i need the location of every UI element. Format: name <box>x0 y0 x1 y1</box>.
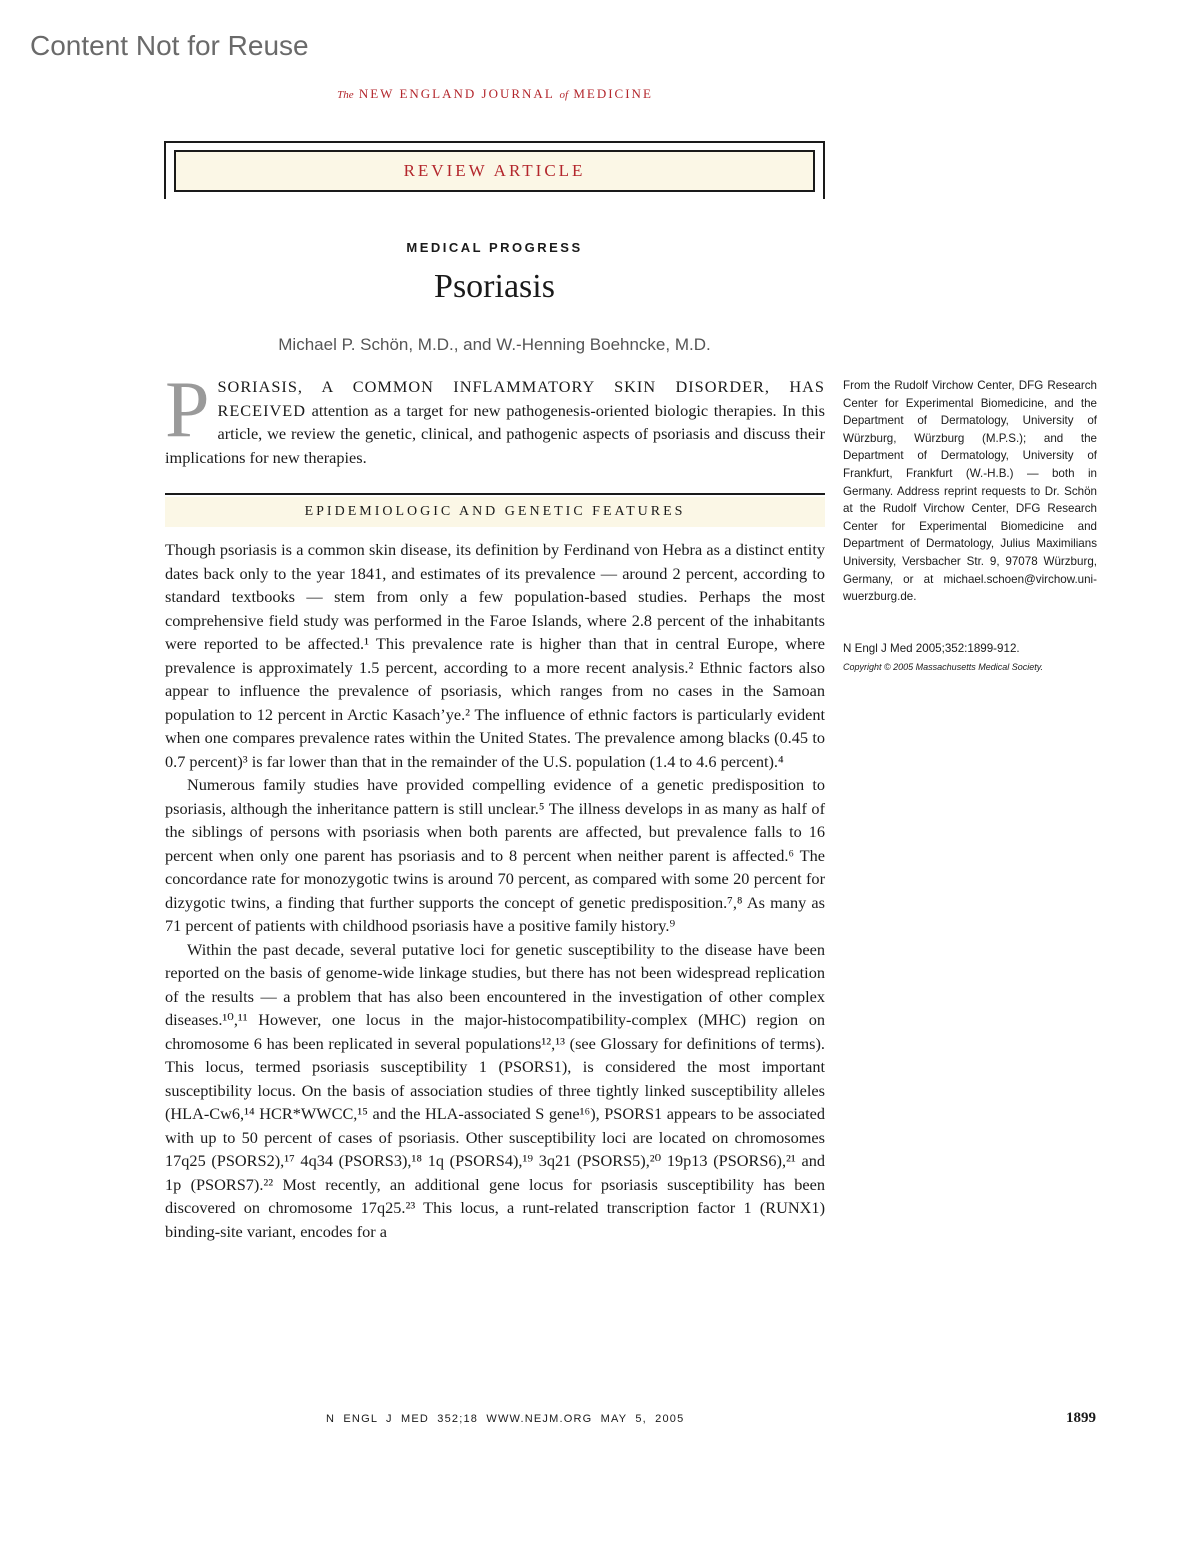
body-text <box>165 538 825 1243</box>
affiliation-note: From the Rudolf Virchow Center, DFG Research Center for Experimental Biomedicine, and the Department of Dermatology, University of Würzburg, Würzburg (M.P.S.); and the Department of Dermatology, University of Frankfurt, Frankfurt (W.-H.B.) — both in Germany. Address reprint requests to Dr. Schön at the Rudolf Virchow Center, DFG Research Center for Experimental Biomedicine and Department of Dermatology, Julius Maximilians University, Versbacher Str. 9, 97078 Würzburg, Germany, or at michael.schoen@virchow.uni-wuerzburg.de. <box>843 379 1097 604</box>
article-type-box <box>174 150 815 192</box>
journal-the: The <box>337 89 354 101</box>
abstract-lead-caps: SORIASIS, A COMMON INFLAMMATORY SKIN DISORDER, HAS RECEIVED <box>217 377 825 420</box>
section-kicker: MEDICAL PROGRESS <box>406 240 583 255</box>
abstract-text: attention as a target for new pathogenesis-oriented biologic therapies. In this article, we review the genetic, clinical, and pathogenic aspects of psoriasis and discuss their implications for new therapies. <box>165 400 825 467</box>
journal-name-part1: NEW ENGLAND JOURNAL <box>358 86 555 101</box>
abstract <box>165 366 825 469</box>
article-type-label: REVIEW ARTICLE <box>403 161 586 180</box>
section-rule <box>165 493 825 495</box>
body-paragraph-1: Though psoriasis is a common skin disease, its definition by Ferdinand von Hebra as a distinct entity dates back only to the year 1841, and estimates of its prevalence — around 2 percent, according to standard textbooks — stem from only a few population-based studies. Perhaps the most comprehensive field study was performed in the Faroe Islands, where 2.8 percent of the inhabitants were reported to be affected.¹ This prevalence rate is higher than that in central Europe, where prevalence is approximately 1.5 percent, according to a more recent analysis.² Ethnic factors also appear to influence the prevalence of psoriasis, which ranges from no cases in the Samoan population to 12 percent in Arctic Kasach’ye.² The influence of ethnic factors is particularly evident when one compares prevalence rates within the United States. The prevalence among blacks (0.45 to 0.7 percent)³ is far lower than that in the remainder of the U.S. population (1.4 to 4.6 percent).⁴ <box>165 540 825 771</box>
copyright: Copyright © 2005 Massachusetts Medical Society. <box>843 662 1044 672</box>
author-line: Michael P. Schön, M.D., and W.-Henning Boehncke, M.D. <box>278 335 711 354</box>
footer-info: N ENGL J MED 352;18 WWW.NEJM.ORG MAY 5, 2005 <box>326 1413 685 1425</box>
journal-of: of <box>559 89 569 101</box>
article-type-banner <box>164 141 825 199</box>
journal-header <box>322 86 668 102</box>
body-paragraph-3: Within the past decade, several putative loci for genetic susceptibility to the disease have been reported on the basis of genome-wide linkage studies, but there has not been widespread replication of the results — a problem that has also been encountered in the investigation of other complex diseases.¹⁰,¹¹ However, one locus in the major-histocompatibility-complex (MHC) region on chromosome 6 has been replicated in several populations¹²,¹³ (see Glossary for definitions of terms). This locus, termed psoriasis susceptibility 1 (PSORS1), is considered the most important susceptibility locus. On the basis of association studies of three tightly linked susceptibility alleles (HLA-Cw6,¹⁴ HCR*WWCC,¹⁵ and the HLA-associated S gene¹⁶), PSORS1 appears to be associated with up to 50 percent of cases of psoriasis. Other susceptibility loci are located on chromosomes 17q25 (PSORS2),¹⁷ 4q34 (PSORS3),¹⁸ 1q (PSORS4),¹⁹ 3q21 (PSORS5),²⁰ 19p13 (PSORS6),²¹ and 1p (PSORS7).²² Most recently, an additional gene locus for psoriasis susceptibility has been discovered on chromosome 17q25.²³ This locus, a runt-related transcription factor 1 (RUNX1) binding-site variant, encodes for a <box>165 939 825 1241</box>
drop-cap: P <box>165 366 210 454</box>
section-heading: EPIDEMIOLOGIC AND GENETIC FEATURES <box>304 504 686 519</box>
journal-name-part2: MEDICINE <box>573 86 653 101</box>
section-heading-band <box>165 497 825 527</box>
article-title: Psoriasis <box>434 268 555 305</box>
citation: N Engl J Med 2005;352:1899-912. <box>843 642 1020 655</box>
watermark: Content Not for Reuse <box>30 30 309 61</box>
page-number: 1899 <box>1066 1410 1096 1426</box>
body-paragraph-2: Numerous family studies have provided compelling evidence of a genetic predisposition to psoriasis, although the inheritance pattern is still unclear.⁵ The illness develops in as many as half of the siblings of persons with psoriasis when both parents are affected, but prevalence falls to 16 percent when only one parent has psoriasis and to 8 percent when neither parent is affected.⁶ The concordance rate for monozygotic twins is around 70 percent, as compared with some 20 percent for dizygotic twins, a finding that further supports the concept of genetic predisposition.⁷,⁸ As many as 71 percent of patients with childhood psoriasis have a positive family history.⁹ <box>165 775 825 935</box>
